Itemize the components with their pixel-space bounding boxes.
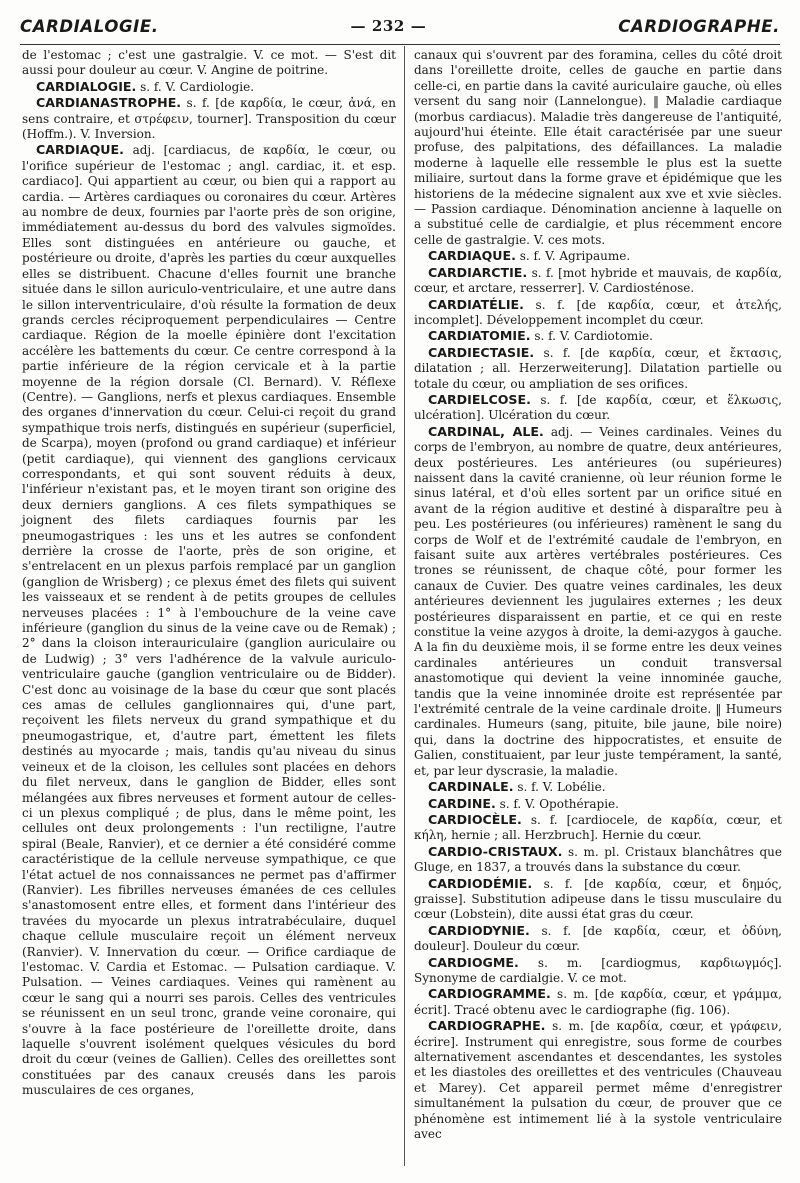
entry-text: adj. [cardiacus, de καρδία, le cœur, ou l'orifice supérieur de l'estomac ; angl. cardiac, it. et esp. cardiaco]. Qui appartient au cœur, ou bien qui a rapport au cardia. — Artères cardiaques ou coronaires du cœur. Artères au nombre de deux, fournies par l'aorte près de son origine, immédiatement au-dessus du bord des valvules sigmoïdes. Elles sont distinguées en antérieure ou gauche, et postérieure ou droite, d'après les parties du cœur auxquelles elles se distribuent. Chacune d'elles fournit une branche située dans le sillon auriculo-ventriculaire, et une autre dans le sillon interventriculaire, d'où résulte la formation de deux grands cercles réciproquement perpendiculaires — Centre cardiaque. Région de la moelle épinière dont l'excitation accélère les battements du cœur. Ce centre correspond à la partie inférieure de la région cervicale et à la partie moyenne de la région dorsale (Cl. Bernard). V. Réflexe (Centre). — Ganglions, nerfs et plexus cardiaques. Ensemble des organes d'innervation du cœur. Celui-ci reçoit du grand sympathique trois nerfs, distingués en supérieur (superficiel, de Scarpa), moyen (profond ou grand cardiaque) et inférieur (petit cardiaque), qui viennent des ganglions cervicaux correspondants, et qui sont souvent réduits à deux, l'inférieur n'existant pas, et le moyen tirant son origine des deux derniers ganglions. A ces filets sympathiques se joignent des filets cardiaques fournis par les pneumogastriques : les uns et les autres se confondent derrière la crosse de l'aorte, près de son origine, et s'entrelacent en un plexus parfois remplacé par un ganglion (ganglion de Wrisberg) ; ce plexus émet des filets qui suivent les vaisseaux et se rendent à de petits groupes de cellules nerveuses placées : 1° à l'embouchure de la veine cave inférieure (ganglion du sinus de la veine cave ou de Remak) ; 2° dans la cloison interauriculaire (ganglion auriculaire ou de Ludwig) ; 3° vers l'adhérence de la valvule auriculo-ventriculaire gauche (ganglion ventriculaire ou de Bidder). C'est donc au voisinage de la base du cœur que sont placés ces amas de cellules ganglionnaires qui, d'une part, reçoivent les filets nerveux du grand sympathique et du pneumogastrique, et, d'autre part, émettent les filets destinés au myocarde ; mais, tandis qu'au niveau du sinus veineux et de la cloison, les cellules sont placées en dehors du filet nerveux, dans le ganglion de Bidder, elles sont mélangées aux fibres nerveuses et forment autour de celles-ci un plexus compliqué ; de plus, dans le même point, les cellules ont deux prolongements : l'un rectiligne, l'autre spiral (Beale, Ranvier), et ce dernier a été considéré comme caractéristique de la cellule nerveuse sympathique, ce que l'état actuel de nos connaissances ne permet pas d'affirmer (Ranvier). Les fibrilles nerveuses émanées de ces cellules s'anastomosent entre elles, et forment dans l'intérieur des travées du myocarde un plexus intratrabéculaire, duquel chaque cellule musculaire reçoit un élément nerveux (Ranvier). V. Innervation du cœur. — Orifice cardiaque de l'estomac. V. Cardia et Estomac. — Pulsation cardiaque. V. Pulsation. — Veines cardiaques. Veines qui ramènent au cœur le sang qui a nourri ses parois. Celles des ventricules se réunissent en un seul tronc, grande veine coronaire, qui s'ouvre à la face postérieure de l'oreillette droite, dans laquelle s'ouvrent isolément quelques vésicules du bord droit du cœur (veines de Gallien). Celles des oreillettes sont constituées par des canaux creusés dans les parois musculaires de ces organes, (22, 143, 396, 1098)
running-head (20, 12, 780, 40)
entry-headword: CARDIO-CRISTAUX. (428, 843, 563, 859)
dictionary-entry (414, 812, 782, 844)
entry-text: s. f. V. Cardiologie. (140, 79, 255, 94)
dictionary-entry (414, 923, 782, 955)
left-column (22, 48, 396, 1099)
entry-headword: CARDINALE. (428, 779, 514, 795)
dictionary-entry (414, 796, 782, 812)
entry-continuation: de l'estomac ; c'est une gastralgie. V. ce mot. — S'est dit aussi pour douleur au cœur. V. Angine de poitrine. (22, 48, 396, 78)
entry-text: s. f. [cardiocele, de καρδία, cœur, et κήλη, hernie ; all. Herzbruch]. Hernie du cœur. (414, 812, 782, 843)
header-rule (20, 44, 780, 45)
running-head-right-title: CARDIOGRAPHE. (618, 16, 780, 36)
entry-headword: CARDIODÉMIE. (428, 875, 533, 891)
entry-headword: CARDIECTASIE. (428, 344, 535, 360)
dictionary-entry (414, 345, 782, 392)
entry-headword: CARDIELCOSE. (428, 391, 531, 407)
running-head-left-title: CARDIALOGIE. (20, 16, 159, 36)
dictionary-entry (414, 1018, 782, 1142)
page-number: — 232 — (350, 17, 427, 35)
entry-headword: CARDIARCTIE. (428, 264, 528, 280)
entry-text: s. f. [de καρδία, cœur, et ἔκτασις, dilatation ; all. Herzerweiterung]. Dilatation partielle ou totale du cœur, ou ampliation de ses orifices. (414, 345, 782, 391)
dictionary-entry (22, 142, 396, 1098)
dictionary-entry (414, 779, 782, 795)
entry-text: s. f. [de καρδία, le cœur, ἀνά, en sens contraire, et στρέφειν, tourner]. Transposition du cœur (Hoffm.). V. Inversion. (22, 96, 396, 142)
entry-headword: CARDINAL, ALE. (428, 423, 544, 439)
entry-headword: CARDIOCÈLE. (428, 811, 522, 827)
entry-text: s. f. V. Opothérapie. (499, 796, 619, 811)
dictionary-entry (414, 265, 782, 297)
entry-text: s. m. [de καρδία, cœur, et γράμμα, écrit]. Tracé obtenu avec le cardiographe (fig. 106). (414, 987, 782, 1017)
entry-continuation: canaux qui s'ouvrent par des foramina, celles du côté droit dans l'oreillette droite, celles de gauche en partie dans celle-ci, en partie dans la cavité auriculaire gauche, où elles versent du sang noir (Lannelongue). ‖ Maladie cardiaque (morbus cardiacus). Maladie très dangereuse de l'antiquité, aujourd'hui éteinte. Elle était caractérisée par une sueur profuse, des palpitations, des défaillances. La maladie moderne à laquelle elle ressemble le plus est la suette miliaire, surtout dans la forme grave et épidémique que les historiens de la médecine signalent aux xve et xvie siècles. — Passion cardiaque. Dénomination ancienne à laquelle on a substitué celle de cardialgie, et plus récemment encore celle de gastralgie. V. ces mots. (414, 48, 782, 247)
entry-headword: CARDIOGRAPHE. (428, 1018, 546, 1034)
entry-text: s. f. [mot hybride et mauvais, de καρδία, cœur, et arctare, resserrer]. V. Cardiosténose. (414, 265, 782, 296)
entry-headword: CARDIODYNIE. (428, 922, 530, 938)
entry-headword: CARDIATÉLIE. (428, 296, 524, 312)
entry-text: s. f. [de καρδία, cœur, et ὀδύνη, douleur]. Douleur du cœur. (414, 923, 782, 954)
entry-text: s. f. V. Cardiotomie. (534, 329, 653, 344)
entry-headword: CARDIOGME. (428, 954, 519, 970)
entry-headword: CARDIATOMIE. (428, 328, 531, 344)
entry-text: s. f. V. Lobélie. (517, 780, 606, 795)
entry-text: s. f. [de καρδία, cœur, et δημός, graisse]. Substitution adipeuse dans le tissu musculaire du cœur (Lobstein), dite aussi état gras du cœur. (414, 876, 782, 922)
entry-headword: CARDIALOGIE. (36, 78, 137, 94)
column-divider (404, 46, 405, 1166)
dictionary-entry (414, 248, 782, 264)
entry-text: s. m. [cardiogmus, καρδιωγμός]. Synonyme de cardialgie. V. ce mot. (414, 955, 782, 985)
dictionary-entry (414, 297, 782, 329)
dictionary-entry (414, 328, 782, 344)
entry-headword: CARDIAQUE. (36, 142, 124, 158)
entry-text: adj. — Veines cardinales. Veines du corps de l'embryon, au nombre de quatre, deux antérieures, deux postérieures. Les antérieures (ou supérieures) naissent dans la cavité cranienne, où leur réunion forme le sinus latéral, et d'où elles sortent par un orifice situé en avant de la région auditive et destiné à disparaître peu à peu. Les postérieures (ou inférieures) ramènent le sang du corps de Wolf et de l'extrémité caudale de l'embryon, en faisant suite aux artères vertébrales postérieures. Ces trones se réunissent, de chaque côté, pour former les canaux de Cuvier. Des quatre veines cardinales, les deux antérieures deviennent les jugulaires externes ; les deux postérieures disparaissent en partie, et ce qui en reste constitue la veine azygos à droite, la demi-azygos à gauche. A la fin du deuxième mois, il se forme entre les deux veines cardinales antérieures un conduit transversal anastomotique qui devient la veine innominée gauche, tandis que la veine innominée droite est représentée par l'extrémité centrale de la veine cardinale droite. ‖ Humeurs cardinales. Humeurs (sang, pituite, bile jaune, bile noire) qui, dans la doctrine des hippocratistes, et ensuite de Galien, constituaient, par leur juste tempérament, la santé, et, par leur dyscrasie, la maladie. (414, 424, 782, 778)
entry-headword: CARDIANASTROPHE. (36, 95, 182, 111)
entry-text: s. m. pl. Cristaux blanchâtres que Gluge, en 1837, a trouvés dans la substance du cœur. (414, 844, 782, 875)
dictionary-entry (414, 424, 782, 779)
right-column (414, 48, 782, 1142)
dictionary-entry (414, 876, 782, 923)
dictionary-entry (414, 986, 782, 1018)
dictionary-entry (22, 95, 396, 142)
entry-headword: CARDIOGRAMME. (428, 986, 551, 1002)
entry-headword: CARDINE. (428, 795, 496, 811)
entry-text: s. m. [de καρδία, cœur, et γράφειν, écrire]. Instrument qui enregistre, sous forme de courbes alternativement ascendantes et descendantes, les systoles et les diastoles des oreillettes et des ventricules (Chauveau et Marey). Cet appareil permet même d'enregistrer simultanément la pulsation du cœur, de prouver que ce phénomène est intimement lié à la systole ventriculaire avec (414, 1019, 782, 1142)
entry-text: s. f. V. Agripaume. (519, 249, 631, 264)
entry-text: s. f. [de καρδία, cœur, et ἕλκωσις, ulcération]. Ulcération du cœur. (414, 392, 782, 423)
dictionary-entry (22, 79, 396, 95)
dictionary-entry (414, 955, 782, 987)
entry-headword: CARDIAQUE. (428, 248, 516, 264)
dictionary-entry (414, 392, 782, 424)
entry-text: s. f. [de καρδία, cœur, et ἀτελής, incomplet]. Développement incomplet du cœur. (414, 297, 782, 327)
dictionary-entry (414, 844, 782, 876)
